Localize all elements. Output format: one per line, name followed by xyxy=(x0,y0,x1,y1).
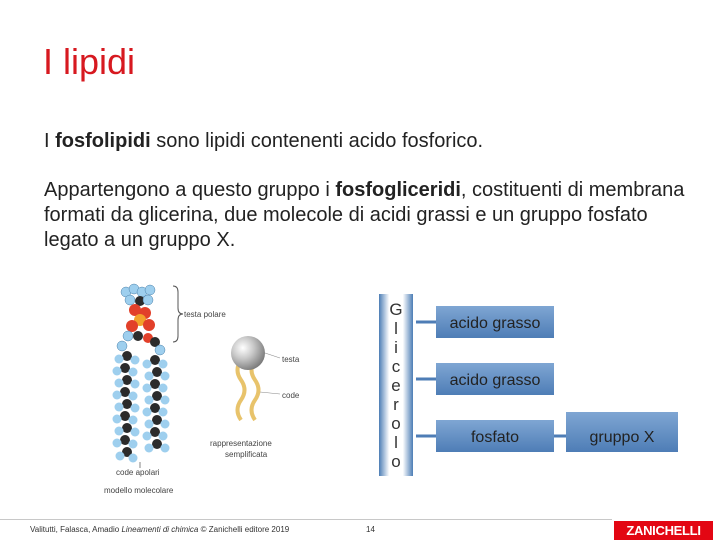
footer-publisher: © Zanichelli editore 2019 xyxy=(198,525,290,534)
phosphate-label: fosfato xyxy=(470,429,520,446)
p1-after: sono lipidi contenenti acido fosforico. xyxy=(150,130,484,152)
simplified-phospholipid xyxy=(231,336,265,420)
glycerol-letter: e xyxy=(391,376,401,395)
molecular-model-figure xyxy=(100,280,330,500)
label-code-apolari: code apolari xyxy=(116,468,160,477)
paragraph-phosphoglycerides xyxy=(44,178,694,253)
molecule-tail-left xyxy=(113,351,140,463)
phosphoglyceride-scheme xyxy=(370,290,690,480)
footer-book-title: Lineamenti di chimica xyxy=(121,525,199,534)
paragraph-phospholipids xyxy=(44,129,694,154)
label-modello-molecolare: modello molecolare xyxy=(104,486,174,495)
molecule-tail-right xyxy=(143,355,170,453)
fatty-acid-label-2: acido grasso xyxy=(449,372,541,389)
footer-authors: Valitutti, Falasca, Amadio xyxy=(30,525,122,534)
glycerol-letter: l xyxy=(394,319,398,338)
slide-title: I lipidi xyxy=(43,41,136,82)
footer-divider xyxy=(0,519,612,520)
glycerol-letter: o xyxy=(391,414,401,433)
leader-code xyxy=(260,392,280,394)
glycerol-letter: r xyxy=(393,395,399,414)
page-number: 14 xyxy=(366,525,375,534)
leader-testa xyxy=(265,353,280,358)
glycerol-letter: l xyxy=(394,433,398,452)
label-testa-polare: testa polare xyxy=(184,310,226,319)
label-rappresentazione: rappresentazione xyxy=(210,439,272,448)
label-testa: testa xyxy=(282,355,300,364)
group-x-label: gruppo X xyxy=(589,429,655,446)
p1-bold-term: fosfolipidi xyxy=(55,130,151,152)
p2-before: Appartengono a questo gruppo i xyxy=(44,179,336,201)
p2-after: , costituenti di membrana formati da glicerina, due molecole di acidi grassi e un gruppo fosfato legato a un gruppo X. xyxy=(44,179,685,251)
label-code: code xyxy=(282,391,300,400)
glycerol-letter: o xyxy=(391,452,401,471)
glycerol-letter: G xyxy=(389,300,403,319)
p1-before: I xyxy=(44,130,56,152)
glycerol-letter: c xyxy=(391,357,401,376)
p2-bold-term: fosfogliceridi xyxy=(335,179,461,201)
glycerol-letter: i xyxy=(394,338,398,357)
footer-credits xyxy=(30,525,289,534)
zanichelli-logo: ZANICHELLI xyxy=(614,521,713,540)
molecule-head-atoms xyxy=(117,284,165,355)
label-semplificata: semplificata xyxy=(225,450,268,459)
head-bracket xyxy=(173,286,183,342)
fatty-acid-label-1: acido grasso xyxy=(449,315,541,332)
polar-head-ball xyxy=(231,336,265,370)
